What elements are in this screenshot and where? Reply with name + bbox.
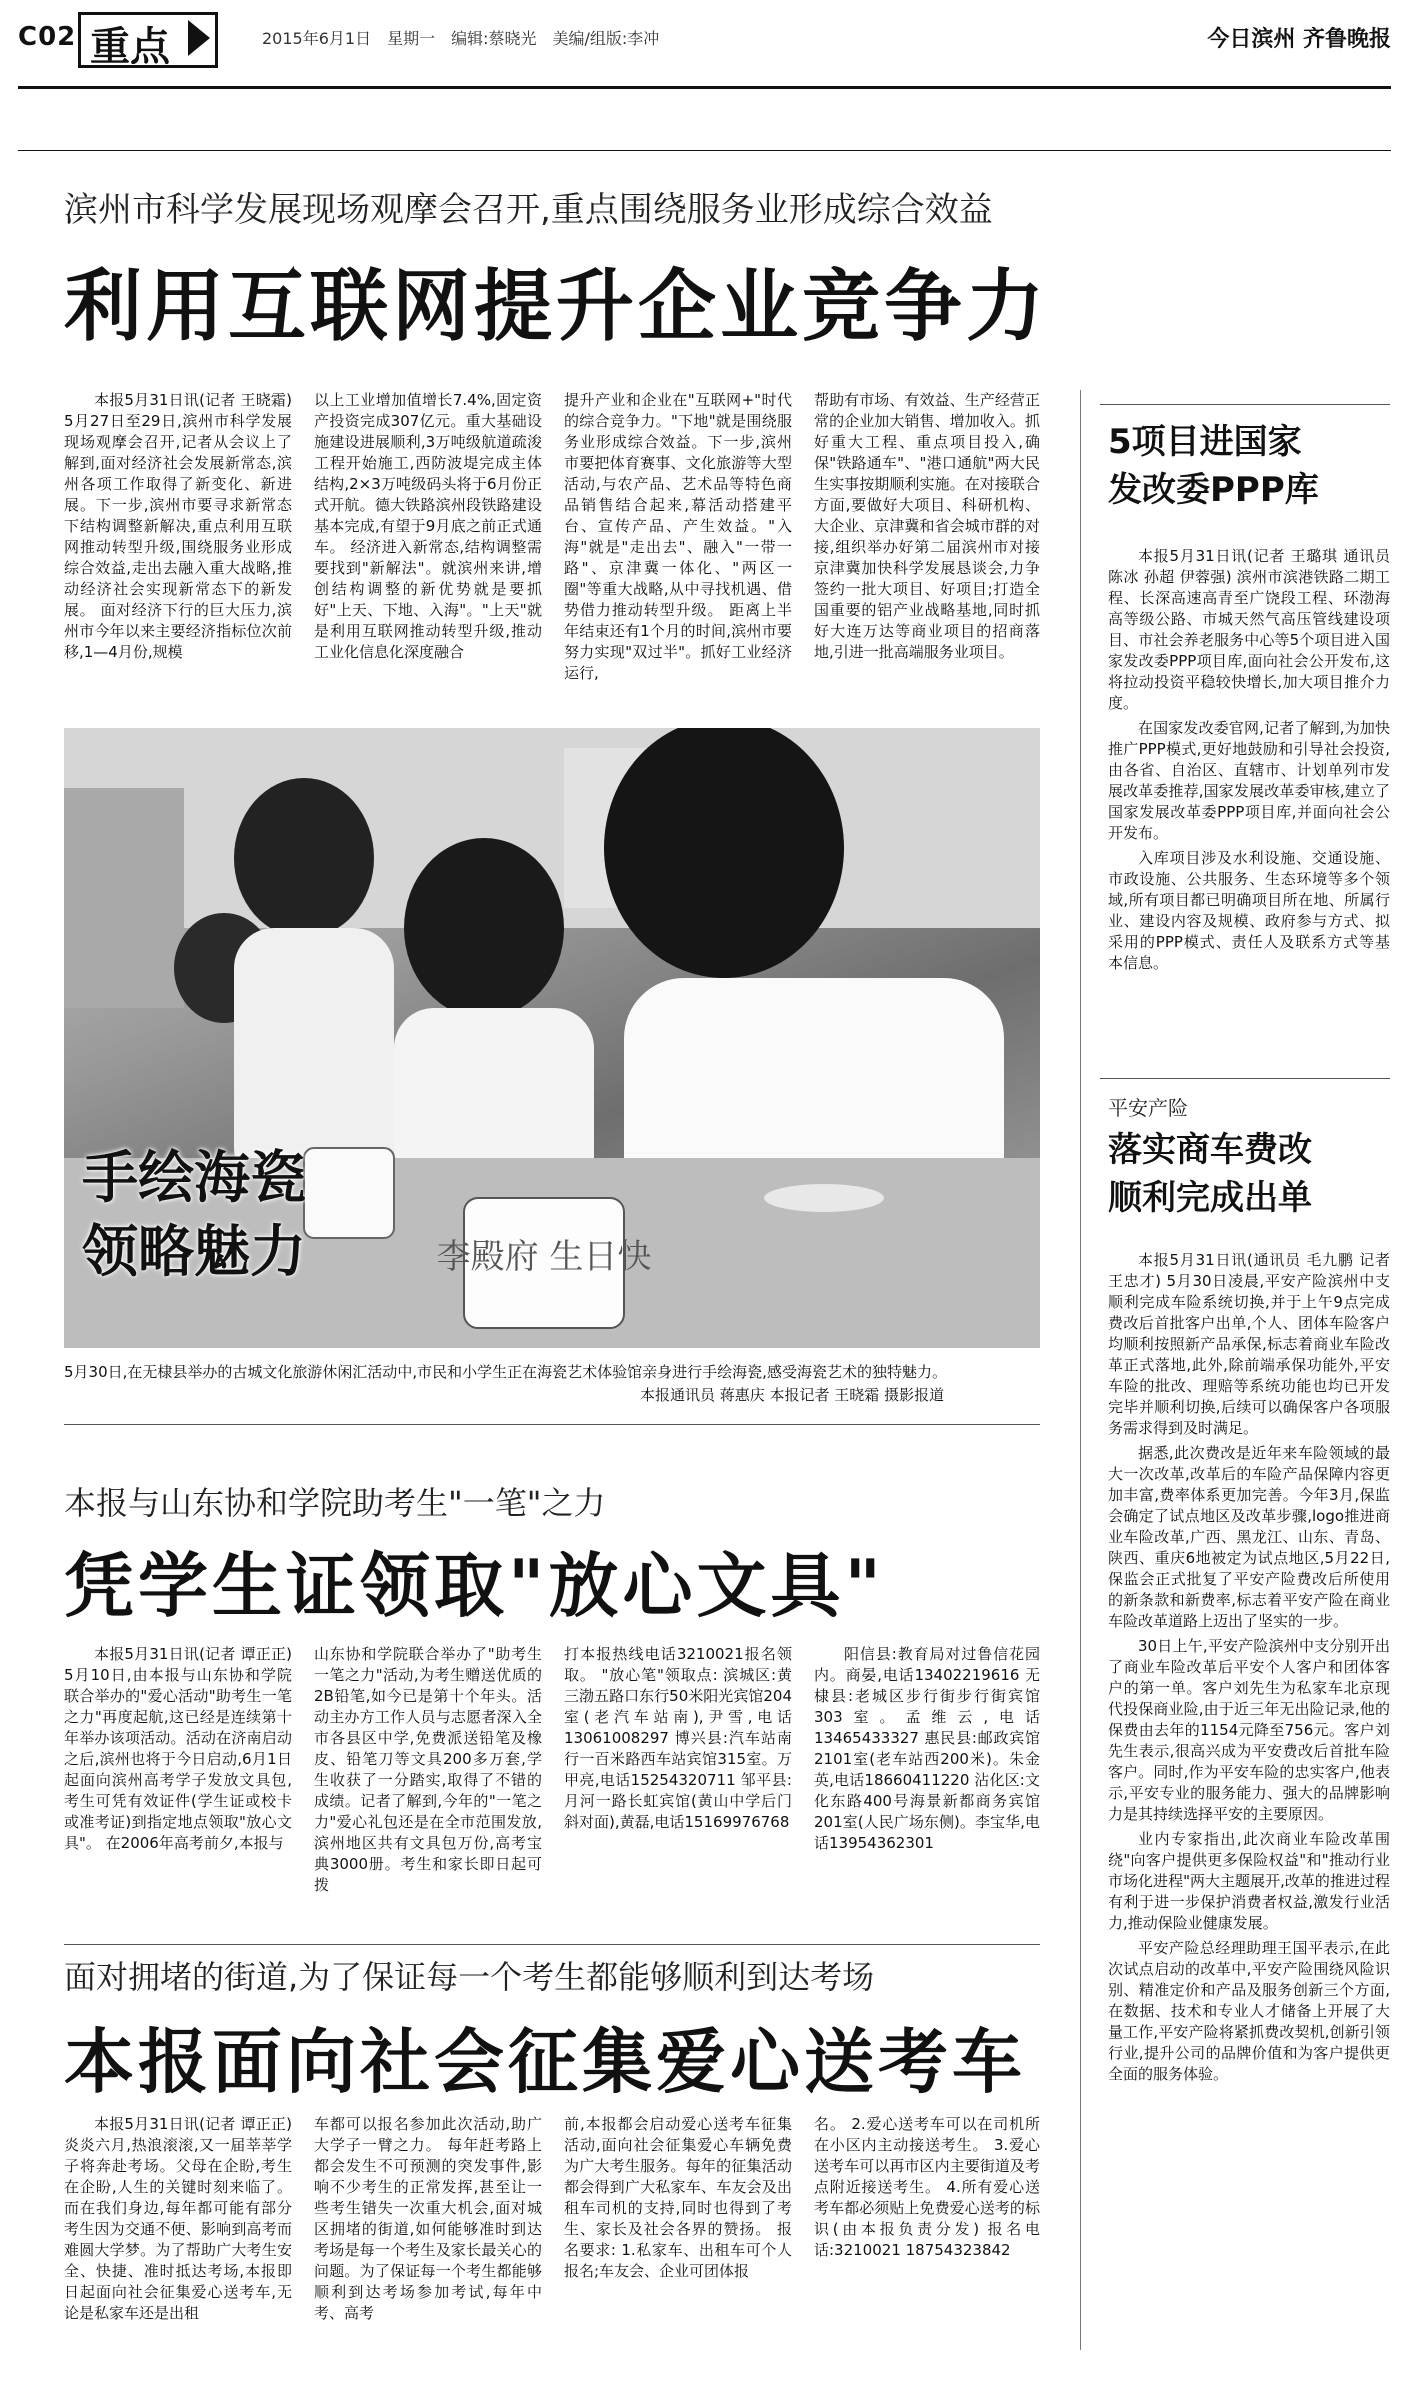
article3-col-2: 车都可以报名参加此次活动,助广大学子一臂之力。 每年赶考路上都会发生不可预测的突发事件,影响不少考生的正常发挥,甚至让一些考生错失一次重大机会,面对城区拥堵的街道,如何能够准时到达考场是每一个考生及家长最关心的问题。为了保证每一个考生都能够顺利到达考场参加考试,每年中考、高考 [314,2115,542,2322]
side2-top-rule [1100,1078,1390,1079]
issue-info: 2015年6月1日 星期一 编辑:蔡晓光 美编/组版:李冲 [262,29,660,48]
article2-col-3: 打本报热线电话3210021报名领取。 "放心笔"领取点: 滨城区:黄三渤五路口东行50米阳光宾馆204室(老汽车站南),尹雪,电话13061008297 博兴县:汽车站南行一百米路西车站宾馆315室。万甲亮,电话15254320711 邹平县:月河一路长虹宾馆(黄山中学后门斜对面),黄磊,电话15169976768 [564,1645,792,1831]
photo-credit: 本报通讯员 蒋惠庆 本报记者 王晓霜 摄影报道 [640,1386,945,1404]
article1-col-4: 帮助有市场、有效益、生产经营正常的企业加大销售、增加收入。抓好重大工程、重点项目投入,确保"铁路通车"、"港口通航"两大民生实事按期顺利实施。在对接联合方面,要做好大项目、科研机构、大企业、京津冀和省会城市群的对接,组织举办好第二届滨州市对接京津冀加快科学发展恳谈会,力争签约一批大项目、好项目;打造全国重要的铝产业战略基地,同时抓好大连万达等商业项目的招商落地,引进一批高端服务业项目。 [814,391,1040,661]
article2-top-rule [64,1424,1040,1425]
article1-col-2: 以上工业增加值增长7.4%,固定资产投资完成307亿元。重大基础设施建设进展顺利,3万吨级航道疏浚工程开始施工,西防波堤完成主体结构,2×3万吨级码头将于6月份正式开航。德大铁路滨州段铁路建设基本完成,有望于9月底之前正式通车。 经济进入新常态,结构调整需要找到"新解法"。就滨州来讲,增创结构调整的新优势就是要抓好"上天、下地、入海"。"上天"就是利用互联网推动转型升级,推动工业化信息化深度融合 [314,391,542,661]
article2-col-4: 阳信县:教育局对过鲁信花园内。商晏,电话13402219616 无棣县:老城区步行街步行街宾馆303室。孟维云,电话13465433327 惠民县:邮政宾馆2101室(老车站西200米)。朱金英,电话18660411220 沾化区:文化东路400号海景新都商务宾馆201室(人民广场东侧)。李宝华,电话13954362301 [814,1645,1040,1852]
header-rule [18,86,1391,89]
header-thin-rule [18,150,1391,151]
side2-title-line-2: 顺利完成出单 [1108,1178,1312,1218]
article1-col-1: 本报5月31日讯(记者 王晓霜) 5月27日至29日,滨州市科学发展现场观摩会召开,记者从会议上了解到,面对经济社会发展新常态,滨州各项工作取得了新变化、新进展。下一步,滨州市要寻求新常态下结构调整新解决,重点利用互联网推动转型升级,围绕服务业形成综合效益,走出去融入重大战略,推动经济社会实现新常态下的新发展。 面对经济下行的巨大压力,滨州市今年以来主要经济指标位次前移,1—4月份,规模 [64,391,292,661]
side1-title [1108,418,1319,514]
article3-subtitle: 面对拥堵的街道,为了保证每一个考生都能够顺利到达考场 [64,1958,875,1996]
side2-body: 本报5月31日讯(通讯员 毛九鹏 记者 王忠才) 5月30日凌晨,平安产险滨州中支顺利完成车险系统切换,并于上午9点完成费改后首批客户出单,个人、团体车险客户均顺利按照新产品承保,标志着商业车险改革正式落地,此外,除前端承保功能外,平安车险的批改、理赔等系统功能也均已开发完毕并顺利切换,后续可以确保客户各项服务需求得到及时满足。 据悉,此次费改是近年来车险领域的最大一次改革,改革后的车险产品保障内容更加丰富,费率体系更加完善。今年3月,保监会确定了试点地区及改革步骤,logo推进商业车险改革,广西、黑龙江、山东、青岛、陕西、重庆6地被定为试点地区,5月22日,保监会正式批复了平安产险费改后所使用的新条款和新费率,标志着平安产险在商业车险改革道路上迈出了坚实的一步。 30日上午,平安产险滨州中支分别开出了商业车险改革后平安个人客户和团体客户的第一单。客户刘先生为私家车北京现代投保商业险,由于近三年无出险记录,他的保费由去年的1154元降至756元。客户刘先生表示,很高兴成为平安费改后首批车险客户。同时,作为平安车险的忠实客户,他表示,平安专业的服务能力、强大的品牌影响力是其持续选择平安的主要原因。 业内专家指出,此次商业车险改革围绕"向客户提供更多保险权益"和"推动行业市场化进程"两大主题展开,改革的推进过程有利于进一步保护消费者权益,激发行业活力,推动保险业健康发展。 平安产险总经理助理王国平表示,在此次试点启动的改革中,平安产险围绕风险识别、精准定价和产品及服务创新三个方面,在数据、技术和专业人才储备上开展了大量工作,平安产险将紧抓费改契机,创新引领行业,提升公司的品牌价值和为客户提供更全面的服务体验。 [1108,1251,1390,2083]
photo-overlay-title [82,1142,306,1290]
side1-body: 本报5月31日讯(记者 王璐琪 通讯员 陈冰 孙超 伊蓉强) 滨州市滨港铁路二期工程、长深高速高青至广饶段工程、环渤海高等级公路、市城天然气高压管线建设项目、市社会养老服务中心等5个项目进入国家发改委PPP项目库,面向社会公开发布,这将拉动投资平稳较快增长,加大项目推介力度。 在国家发改委官网,记者了解到,为加快推广PPP模式,更好地鼓励和引导社会投资,由各省、自治区、直辖市、计划单列市发展改革委推荐,国家发展改革委审核,建立了国家发展改革委PPP项目库,并面向社会公开发布。 入库项目涉及水利设施、交通设施、市政设施、公共服务、生态环境等多个领域,所有项目都已明确项目所在地、所属行业、建设内容及规模、政府参与方式、拟采用的PPP模式、责任人及联系方式等基本信息。 [1108,547,1390,972]
article2-col-2: 山东协和学院联合举办了"助考生一笔之力"活动,为考生赠送优质的2B铅笔,如今已是第十个年头。活动主办方工作人员与志愿者深入全市各县区中学,免费派送铅笔及橡皮、铅笔刀等文具200多万套,学生收获了一分踏实,取得了不错的成绩。记者了解到,今年的"一笔之力"爱心礼包还是在全市范围发放,滨州地区共有文具包万份,高考宝典3000册。考生和家长即日起可拨 [314,1645,542,1894]
photo-caption: 5月30日,在无棣县举办的古城文化旅游休闲汇活动中,市民和小学生正在海瓷艺术体验馆亲身进行手绘海瓷,感受海瓷艺术的独特魅力。 [64,1363,947,1381]
cup-text: 李殿府 生日快 [436,1237,652,1277]
side2-kicker: 平安产险 [1108,1096,1188,1120]
article3-col-4: 名。 2.爱心送考车可以在司机所在小区内主动接送考生。 3.爱心送考车可以再市区内主要街道及考点附近接送考生。 4.所有爱心送考车都必须贴上免费爱心送考的标识(由本报负责分发) 报名电话:3210021 18754323842 [814,2115,1040,2259]
side1-title-line-1: 5项目进国家 [1108,422,1302,462]
article1-subtitle: 滨州市科学发展现场观摩会召开,重点围绕服务业形成综合效益 [64,190,993,230]
page-number: C02 [18,22,77,52]
photo-overlay-line-1: 手绘海瓷 [82,1146,306,1211]
article2-col-1: 本报5月31日讯(记者 谭正正) 5月10日,由本报与山东协和学院联合举办的"爱心活动"助考生一笔之力"再度起航,这已经是连续第十年举办该项活动。活动在济南启动之后,滨州也将于今日启动,6月1日起面向滨州高考学子发放文具包,考生可凭有效证件(学生证或校卡或准考证)到指定地点领取"放心文具"。 在2006年高考前夕,本报与 [64,1645,292,1852]
article1-title: 利用互联网提升企业竞争力 [64,262,1049,352]
article3-top-rule [64,1944,1040,1945]
side2-title-line-1: 落实商车费改 [1108,1130,1312,1170]
section-arrow-icon [188,20,210,56]
side1-title-line-2: 发改委PPP库 [1108,470,1319,510]
side2-title [1108,1126,1312,1222]
photo-overlay-line-2: 领略魅力 [82,1220,306,1285]
sidebar-divider [1080,390,1081,2350]
article1-col-3: 提升产业和企业在"互联网+"时代的综合竞争力。"下地"就是围绕服务业形成综合效益。下一步,滨州市要把体育赛事、文化旅游等大型活动,与农产品、艺术品等特色商品销售结合起来,幕活动搭建平台、宣传产品、产生效益。"入海"就是"走出去"、融入"一带一路"、京津冀一体化、"两区一圈"等重大战略,从中寻找机遇、借势借力推动转型升级。 距离上半年结束还有1个月的时间,滨州市要努力实现"双过半"。抓好工业经济运行, [564,391,792,682]
paper-name: 今日滨州 齐鲁晚报 [1207,27,1391,52]
article3-title: 本报面向社会征集爱心送考车 [64,2021,1026,2103]
article2-subtitle: 本报与山东协和学院助考生"一笔"之力 [64,1484,606,1522]
article2-title: 凭学生证领取"放心文具" [64,1545,885,1627]
article3-col-3: 前,本报都会启动爱心送考车征集活动,面向社会征集爱心车辆免费为广大考生服务。每年的征集活动都会得到广大私家车、车友会及出租车司机的支持,同时也得到了考生、家长及社会各界的赞扬。 报名要求: 1.私家车、出租车可个人报名;车友会、企业可团体报 [564,2115,792,2280]
section-title: 重点 [90,23,170,70]
article3-col-1: 本报5月31日讯(记者 谭正正) 炎炎六月,热浪滚滚,又一届莘莘学子将奔赴考场。父母在企盼,考生在企盼,人生的关键时刻来临了。而在我们身边,每年都可能有部分考生因为交通不便、影响到高考而难圆大学梦。为了帮助广大考生安全、快捷、准时抵达考场,本报即日起面向社会征集爱心送考车,无论是私家车还是出租 [64,2115,292,2322]
side1-top-rule [1100,404,1390,405]
